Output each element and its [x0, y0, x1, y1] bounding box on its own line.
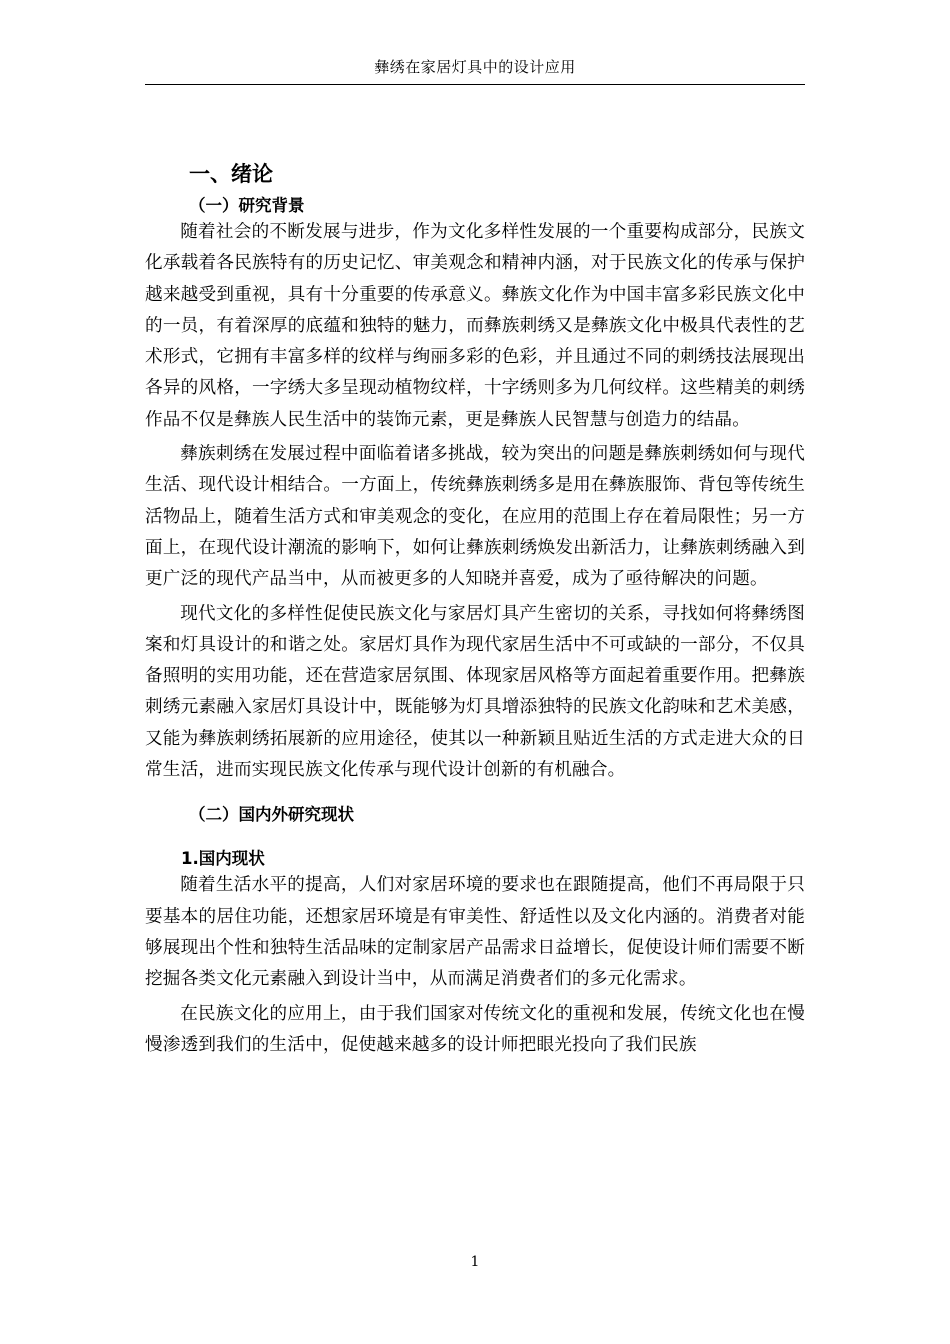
- paragraph: 现代文化的多样性促使民族文化与家居灯具产生密切的关系，寻找如何将彝绣图案和灯具设计的和谐之处。家居灯具作为现代家居生活中不可或缺的一部分，不仅具备照明的实用功能，还在营造家居氛围、体现家居风格等方面起着重要作用。把彝族刺绣元素融入家居灯具设计中，既能够为灯具增添独特的民族文化韵味和艺术美感，又能为彝族刺绣拓展新的应用途径，使其以一种新颖且贴近生活的方式走进大众的日常生活，进而实现民族文化传承与现代设计创新的有机融合。: [145, 603, 805, 781]
- paragraph: 在民族文化的应用上，由于我们国家对传统文化的重视和发展，传统文化也在慢慢渗透到我们的生活中，促使越来越多的设计师把眼光投向了我们民族: [145, 1003, 805, 1055]
- section-heading-research-status: （二）国内外研究现状: [189, 805, 354, 825]
- header-divider: [145, 84, 805, 85]
- paragraph: 随着社会的不断发展与进步，作为文化多样性发展的一个重要构成部分，民族文化承载着各民族特有的历史记忆、审美观念和精神内涵，对于民族文化的传承与保护越来越受到重视，具有十分重要的传承意义。彝族文化作为中国丰富多彩民族文化中的一员，有着深厚的底蕴和独特的魅力，而彝族刺绣又是彝族文化中极具代表性的艺术形式，它拥有丰富多样的纹样与绚丽多彩的色彩，并且通过不同的刺绣技法展现出各异的风格，一字绣大多呈现动植物纹样，十字绣则多为几何纹样。这些精美的刺绣作品不仅是彝族人民生活中的装饰元素，更是彝族人民智慧与创造力的结晶。: [145, 222, 805, 430]
- page-number: 1: [470, 1254, 480, 1270]
- subsection-heading-domestic: 1.国内现状: [181, 849, 265, 869]
- chapter-heading: 一、绪论: [189, 162, 273, 186]
- running-header: 彝绣在家居灯具中的设计应用: [374, 58, 576, 76]
- page-body: [145, 155, 805, 1061]
- paragraph: 随着生活水平的提高，人们对家居环境的要求也在跟随提高，他们不再局限于只要基本的居住功能，还想家居环境是有审美性、舒适性以及文化内涵的。消费者对能够展现出个性和独特生活品味的定制家居产品需求日益增长，促使设计师们需要不断挖掘各类文化元素融入到设计当中，从而满足消费者们的多元化需求。: [145, 875, 805, 990]
- section-heading-research-background: （一）研究背景: [189, 196, 305, 215]
- paragraph: 彝族刺绣在发展过程中面临着诸多挑战，较为突出的问题是彝族刺绣如何与现代生活、现代设计相结合。一方面上，传统彝族刺绣多是用在彝族服饰、背包等传统生活物品上，随着生活方式和审美观念的变化，在应用的范围上存在着局限性；另一方面上，在现代设计潮流的影响下，如何让彝族刺绣焕发出新活力，让彝族刺绣融入到更广泛的现代产品当中，从而被更多的人知晓并喜爱，成为了亟待解决的问题。: [145, 444, 805, 590]
